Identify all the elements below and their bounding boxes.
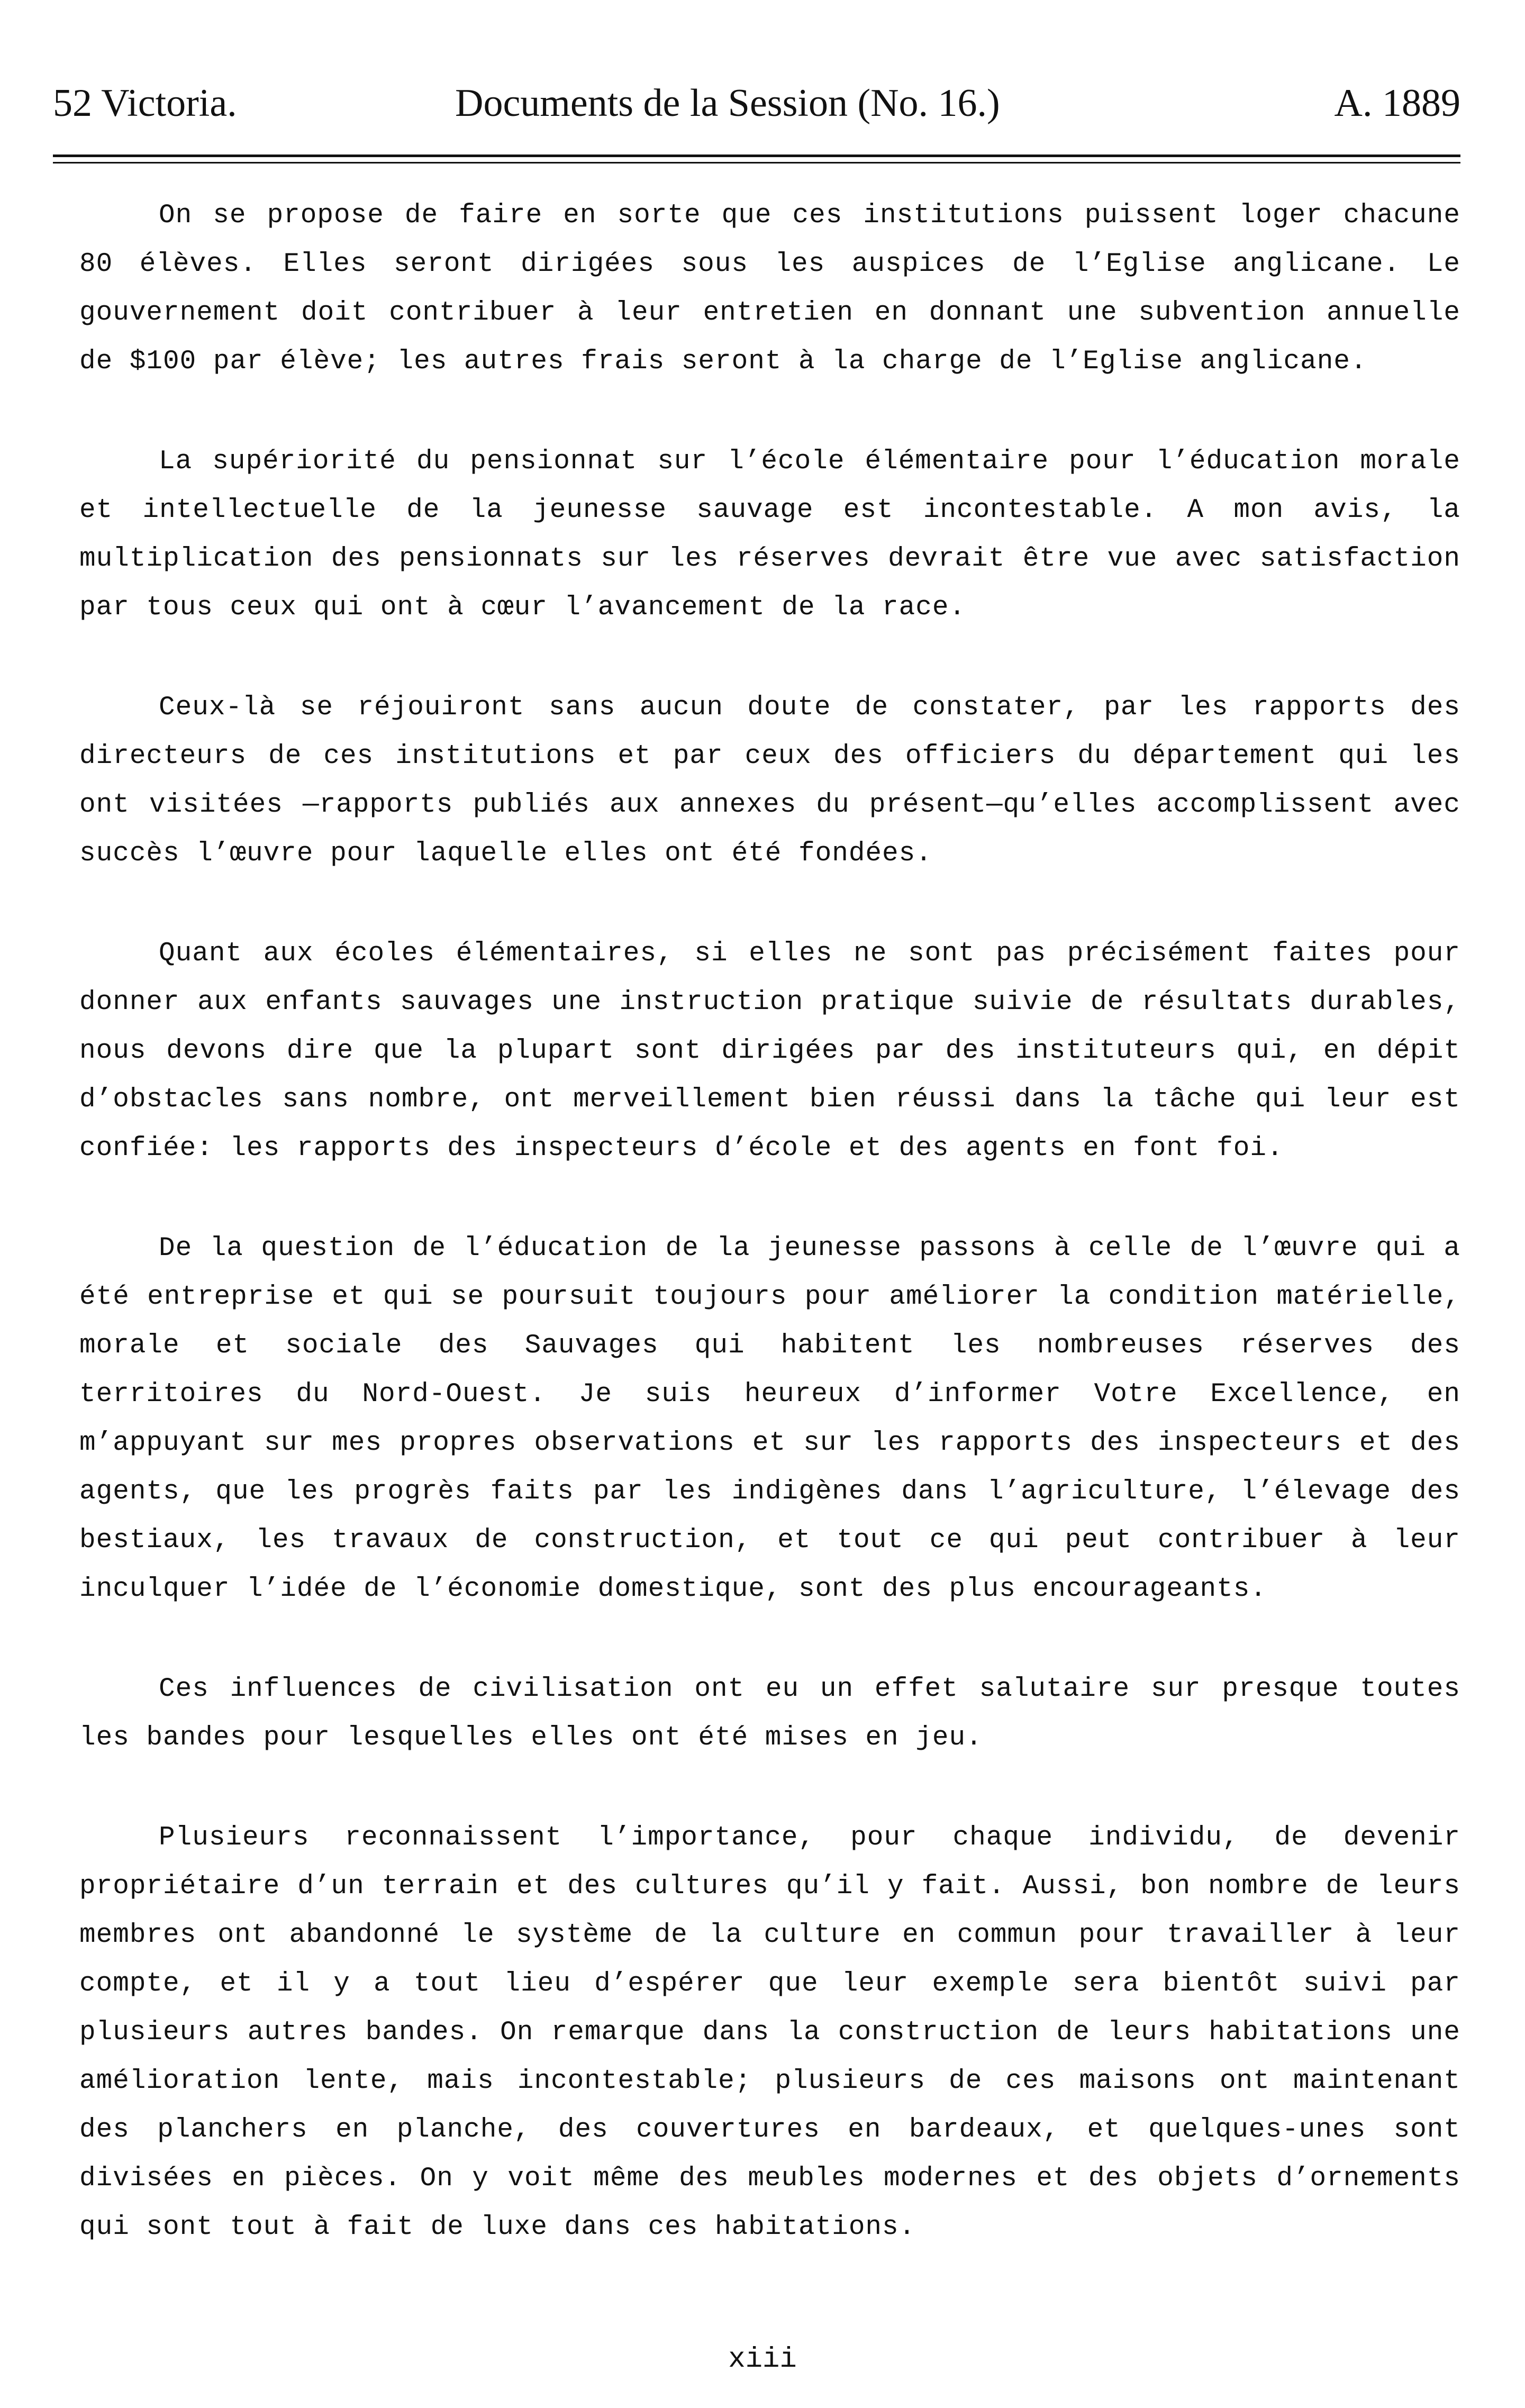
paragraph-7: Plusieurs reconnaissent l’importance, pour chaque individu, de devenir propriétaire d’un terrain et des cultures qu’il y fait. Aussi, bon nombre de leurs membres ont abandonné le système de la culture en commun pour travailler à leur compte, et il y a tout lieu d’espérer que leur exemple sera bientôt suivi par plusieurs autres bandes. On remarque dans la construction de leurs habitations une amélioration lente, mais incontestable; plusieurs de ces maisons ont maintenant des planchers en planche, des couvertures en bardeaux, et quelques-unes sont divisées en pièces. On y voit même des meubles modernes et des objets d’ornements qui sont tout à fait de luxe dans ces habitations. (79, 1823, 1460, 2242)
header-title: Documents de la Session (No. 16.) (455, 81, 1000, 125)
page-number: xiii (728, 2343, 797, 2376)
running-header (53, 74, 1460, 132)
header-year: A. 1889 (1334, 81, 1460, 125)
paragraph-1: On se propose de faire en sorte que ces institutions puissent loger chacune 80 élèves. Elles seront dirigées sous les auspices de l’Eglise anglicane. Le gouvernement doit contribuer à leur entretien en donnant une subvention annuelle de $100 par élève; les autres frais seront à la charge de l’Eglise anglicane. (79, 201, 1460, 377)
header-rule-thin (53, 162, 1460, 163)
header-volume: 52 Victoria. (53, 81, 237, 125)
body-text (79, 192, 1460, 2303)
paragraph-4: Quant aux écoles élémentaires, si elles ne sont pas précisément faites pour donner aux enfants sauvages une instruction pratique suivie de résultats durables, nous devons dire que la plupart sont dirigées par des instituteurs qui, en dépit d’obstacles sans nombre, ont merveillement bien réussi dans la tâche qui leur est confiée: les rapports des inspecteurs d’école et des agents en font foi. (79, 939, 1460, 1164)
paragraph-5: De la question de l’éducation de la jeunesse passons à celle de l’œuvre qui a été entreprise et qui se poursuit toujours pour améliorer la condition matérielle, morale et sociale des Sauvages qui habitent les nombreuses réserves des territoires du Nord-Ouest. Je suis heureux d’informer Votre Excellence, en m’appuyant sur mes propres observations et sur les rapports des inspecteurs et des agents, que les progrès faits par les indigènes dans l’agriculture, l’élevage des bestiaux, les travaux de construction, et tout ce qui peut contribuer à leur inculquer l’idée de l’économie domestique, sont des plus encourageants. (79, 1233, 1460, 1604)
paragraph-2: La supériorité du pensionnat sur l’école élémentaire pour l’éducation morale et intellectuelle de la jeunesse sauvage est incontestable. A mon avis, la multiplication des pensionnats sur les réserves devrait être vue avec satisfaction par tous ceux qui ont à cœur l’avancement de la race. (79, 447, 1460, 623)
paragraph-3: Ceux-là se réjouiront sans aucun doute de constater, par les rapports des directeurs de ces institutions et par ceux des officiers du département qui les ont visitées —rapports publiés aux annexes du présent—qu’elles accomplissent avec succès l’œuvre pour laquelle elles ont été fondées. (79, 693, 1460, 869)
header-rule-thick (53, 155, 1460, 157)
paragraph-6: Ces influences de civilisation ont eu un effet salutaire sur presque toutes les bandes pour lesquelles elles ont été mises en jeu. (79, 1674, 1460, 1753)
